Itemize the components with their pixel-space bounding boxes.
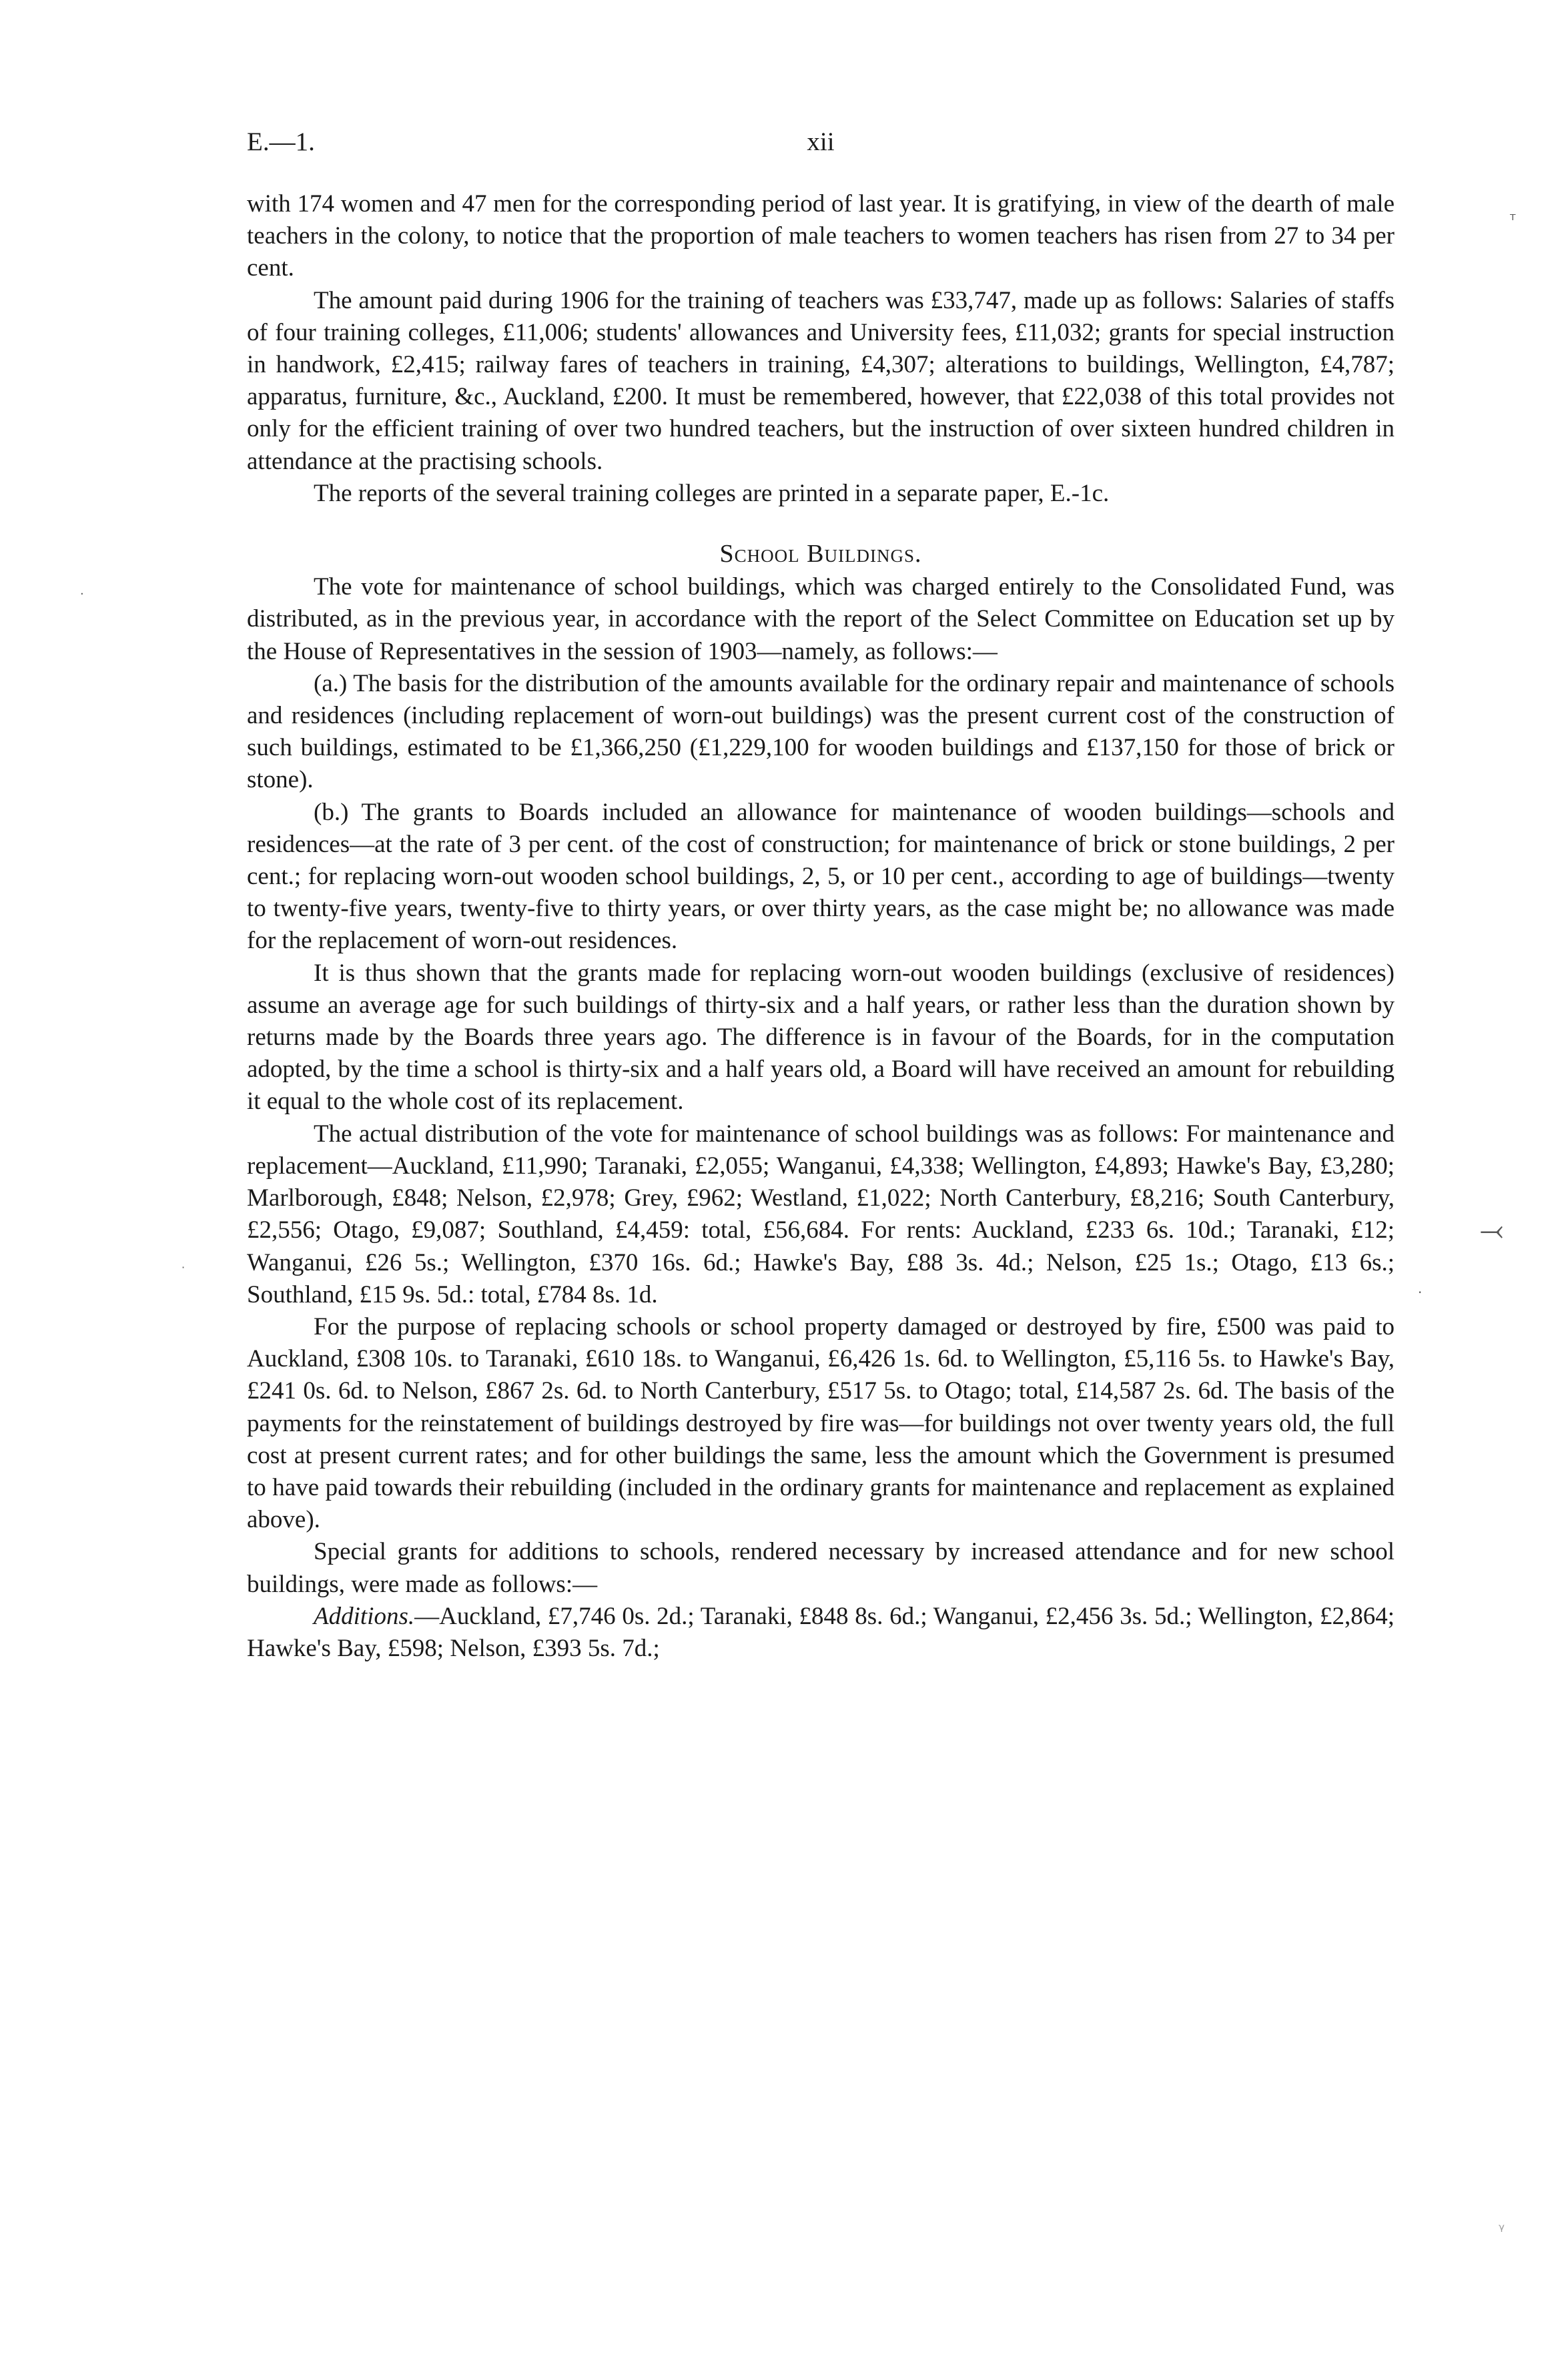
paragraph-basis-a: (a.) The basis for the distribution of the amounts available for the ordinary repair and maintenance of schools and residences (including replacement of worn-out buildings) was the present current cost of the construction of such buildings, estimated to be £1,366,250 (£1,229,100 for wooden buildings and £137,150 for those of brick or stone).	[247, 669, 1395, 794]
margin-dot-mark-3: ·	[181, 1261, 185, 1274]
margin-corner-mark: ᵧ	[1499, 2215, 1505, 2234]
paragraph-additions	[247, 1601, 1395, 1665]
document-reference: E.—1.	[247, 127, 315, 156]
paragraph-special-grants: Special grants for additions to schools, rendered necessary by increased attendance and for new school buildings, were made as follows:—	[247, 1538, 1395, 1598]
margin-dot-mark-2: ·	[1418, 1284, 1423, 1300]
paragraph-fire-replacement: For the purpose of replacing schools or school property damaged or destroyed by fire, £500 was paid to Auckland, £308 10s. to Taranaki, £610 18s. to Wanganui, £6,426 1s. 6d. to Wellington, £5,116 5s. to Hawke's Bay, £241 0s. 6d. to Nelson, £867 2s. 6d. to North Canterbury, £517 5s. to Otago; total, £14,587 2s. 6d. The basis of the payments for the reinstatement of buildings destroyed by fire was—for buildings not over twenty years old, the full cost at present current rates; and for other buildings the same, less the amount which the Government is presumed to have paid towards their rebuilding (included in the ordinary grants for maintenance and replacement as explained above).	[247, 1312, 1395, 1534]
additions-label: Additions.	[314, 1602, 415, 1630]
paragraph-maintenance-vote: The vote for maintenance of school buildings, which was charged entirely to the Consolidated Fund, was distributed, as in the previous year, in accordance with the report of the Select Committee on Education set up by the House of Representatives in the session of 1903—namely, as follows:—	[247, 573, 1395, 665]
paragraph-distribution: The actual distribution of the vote for maintenance of school buildings was as follows: For maintenance and replacement—Auckland, £11,990; Taranaki, £2,055; Wanganui, £4,338; Wellington, £4,893; Hawke's Bay, £3,280; Marlborough, £848; Nelson, £2,978; Grey, £962; Westland, £1,022; North Canterbury, £8,216; South Canterbury, £2,556; Otago, £9,087; Southland, £4,459: total, £56,684. For rents: Auckland, £233 6s. 10d.; Taranaki, £12; Wanganui, £26 5s.; Wellington, £370 16s. 6d.; Hawke's Bay, £88 3s. 4d.; Nelson, £25 1s.; Otago, £13 6s.; Southland, £15 9s. 5d.: total, £784 8s. 1d.	[247, 1120, 1395, 1308]
page-body	[247, 188, 1395, 1665]
paragraph-continued: with 174 women and 47 men for the corresponding period of last year. It is gratifying, in view of the dearth of male teachers in the colony, to notice that the proportion of male teachers to women teachers has risen from 27 to 34 per cent.	[247, 190, 1395, 282]
section-heading-school-buildings: School Buildings.	[719, 540, 922, 568]
paragraph-basis-b: (b.) The grants to Boards included an allowance for maintenance of wooden buildings—schools and residences—at the rate of 3 per cent. of the cost of construction; for maintenance of brick or stone buildings, 2 per cent.; for replacing worn-out wooden school buildings, 2, 5, or 10 per cent., according to age of buildings—twenty to twenty-five years, twenty-five to thirty years, or over thirty years, as the case might be; no allowance was made for the replacement of worn-out residences.	[247, 798, 1395, 955]
additions-text: —Auckland, £7,746 0s. 2d.; Taranaki, £848 8s. 6d.; Wanganui, £2,456 3s. 5d.; Wellington, £2,864; Hawke's Bay, £598; Nelson, £393 5s. 7d.;	[247, 1602, 1395, 1662]
margin-dot-mark: ·	[80, 587, 84, 601]
page-number: xii	[807, 127, 835, 156]
page-header	[247, 127, 1395, 167]
paragraph-training-reports: The reports of the several training colleges are printed in a separate paper, E.-1c.	[314, 479, 1110, 507]
paragraph-average-age: It is thus shown that the grants made for replacing worn-out wooden buildings (exclusive of residences) assume an average age for such buildings of thirty-six and a half years, or rather less than the duration shown by returns made by the Boards three years ago. The difference is in favour of the Boards, for in the computation adopted, by the time a school is thirty-six and a half years old, a Board will have received an amount for rebuilding it equal to the whole cost of its replacement.	[247, 959, 1395, 1116]
margin-tick-mark: ᵀ	[1510, 212, 1516, 229]
paragraph-training-cost: The amount paid during 1906 for the training of teachers was £33,747, made up as follows: Salaries of staffs of four training colleges, £11,006; students' allowances and University fees, £11,032; grants for special instruction in handwork, £2,415; railway fares of teachers in training, £4,307; alterations to buildings, Wellington, £4,787; apparatus, furniture, &c., Auckland, £200. It must be remembered, however, that £22,038 of this total provides not only for the efficient training of over two hundred teachers, but the instruction of over sixteen hundred children in attendance at the practising schools.	[247, 286, 1395, 475]
margin-scribble-mark: ⤙	[1480, 1213, 1504, 1247]
